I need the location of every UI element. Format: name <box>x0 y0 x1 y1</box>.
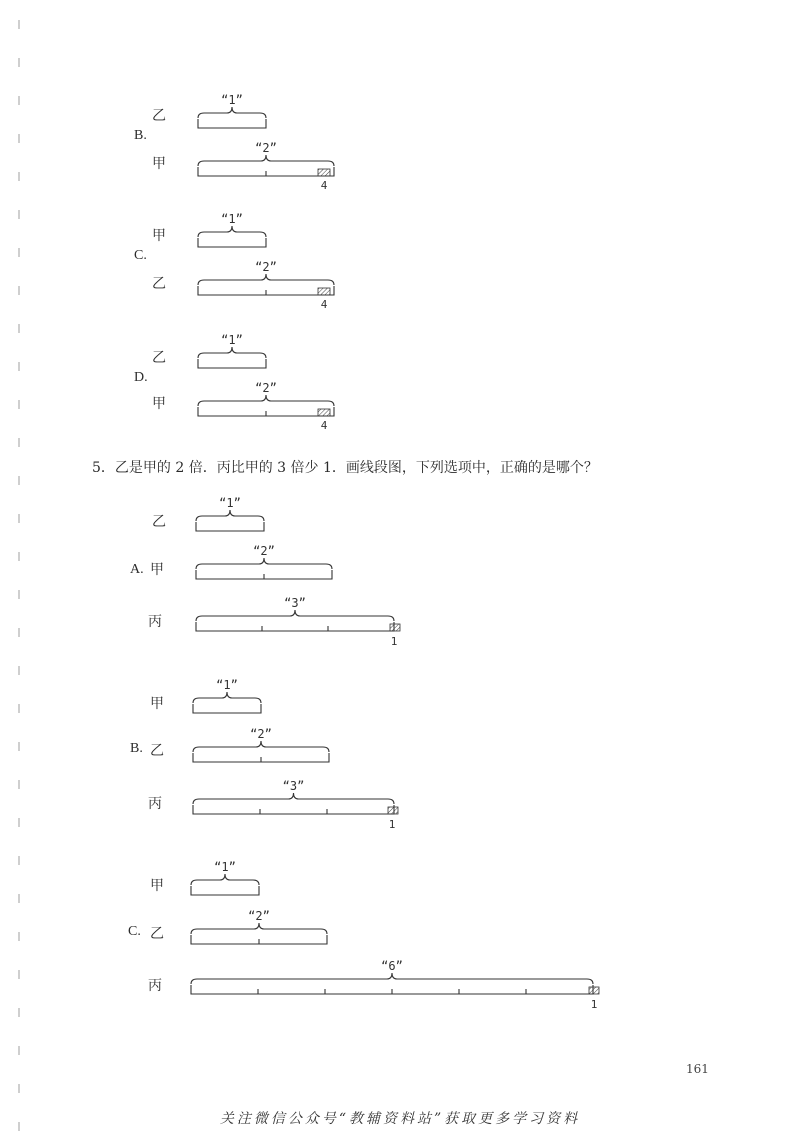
curly-brace <box>196 510 264 521</box>
curly-brace <box>198 274 334 285</box>
brace-label: “1” <box>214 860 236 874</box>
curly-brace <box>193 741 329 752</box>
brace-label: “6” <box>381 959 403 973</box>
brace-label: “1” <box>219 496 241 510</box>
remainder-label: 4 <box>320 419 328 432</box>
option-letter: C. <box>128 924 141 939</box>
row-label: 乙 <box>152 350 166 366</box>
curly-brace <box>198 155 334 166</box>
hatched-remainder <box>318 409 330 416</box>
curly-brace <box>191 973 593 984</box>
row-label: 甲 <box>150 562 164 578</box>
hatched-remainder <box>388 807 398 814</box>
segment-line <box>193 805 394 814</box>
option-letter: A. <box>130 562 144 577</box>
option-letter: B. <box>130 741 143 756</box>
option-letter: C. <box>134 248 147 263</box>
curly-brace <box>191 923 327 934</box>
option-letter: D. <box>134 370 148 385</box>
hatched-remainder <box>318 288 330 295</box>
segment-line <box>196 622 394 631</box>
hatched-remainder <box>318 169 330 176</box>
curly-brace <box>198 107 266 118</box>
row-label: 乙 <box>150 743 164 759</box>
brace-label: “3” <box>282 779 305 793</box>
row-label: 甲 <box>152 228 166 244</box>
curly-brace <box>198 347 266 358</box>
segment-line <box>198 359 266 368</box>
segment-line <box>191 886 259 895</box>
row-label: 乙 <box>150 926 164 942</box>
row-label: 丙 <box>148 796 162 812</box>
row-label: 甲 <box>152 396 166 412</box>
remainder-label: 1 <box>390 635 398 648</box>
option-letter: B. <box>134 128 147 143</box>
row-label: 甲 <box>152 156 166 172</box>
segment-line <box>196 522 264 531</box>
curly-brace <box>193 692 261 703</box>
curly-brace <box>198 395 334 406</box>
remainder-label: 1 <box>388 818 396 831</box>
page-number: 161 <box>686 1062 709 1076</box>
row-label: 丙 <box>148 614 162 630</box>
segment-line <box>198 119 266 128</box>
curly-brace <box>198 226 266 237</box>
brace-label: “1” <box>216 678 238 692</box>
row-label: 甲 <box>150 878 164 894</box>
curly-brace <box>196 610 394 621</box>
brace-label: “2” <box>250 727 272 741</box>
row-label: 丙 <box>148 978 162 994</box>
brace-label: “2” <box>255 260 277 274</box>
hatched-remainder <box>390 624 400 631</box>
brace-label: “2” <box>255 141 277 155</box>
brace-label: “1” <box>221 333 243 347</box>
curly-brace <box>193 793 394 804</box>
row-label: 甲 <box>150 696 164 712</box>
brace-label: “1” <box>221 93 243 107</box>
brace-label: “2” <box>255 381 277 395</box>
remainder-label: 4 <box>320 179 328 192</box>
curly-brace <box>196 558 332 569</box>
brace-label: “2” <box>253 544 275 558</box>
brace-label: “1” <box>221 212 243 226</box>
brace-label: “3” <box>284 596 306 610</box>
segment-line <box>193 704 261 713</box>
row-label: 乙 <box>152 108 166 124</box>
row-label: 乙 <box>152 514 166 530</box>
curly-brace <box>191 874 259 885</box>
brace-label: “2” <box>248 909 270 923</box>
remainder-label: 1 <box>590 998 598 1011</box>
hatched-remainder <box>589 987 599 994</box>
question-5-text: 5．乙是甲的 2 倍．丙比甲的 3 倍少 1．画线段图，下列选项中，正确的是哪个？ <box>92 460 598 476</box>
footer-note: 关注微信公众号“教辅资料站”获取更多学习资料 <box>219 1111 581 1127</box>
row-label: 乙 <box>152 276 166 292</box>
segment-line <box>198 238 266 247</box>
remainder-label: 4 <box>320 298 328 311</box>
